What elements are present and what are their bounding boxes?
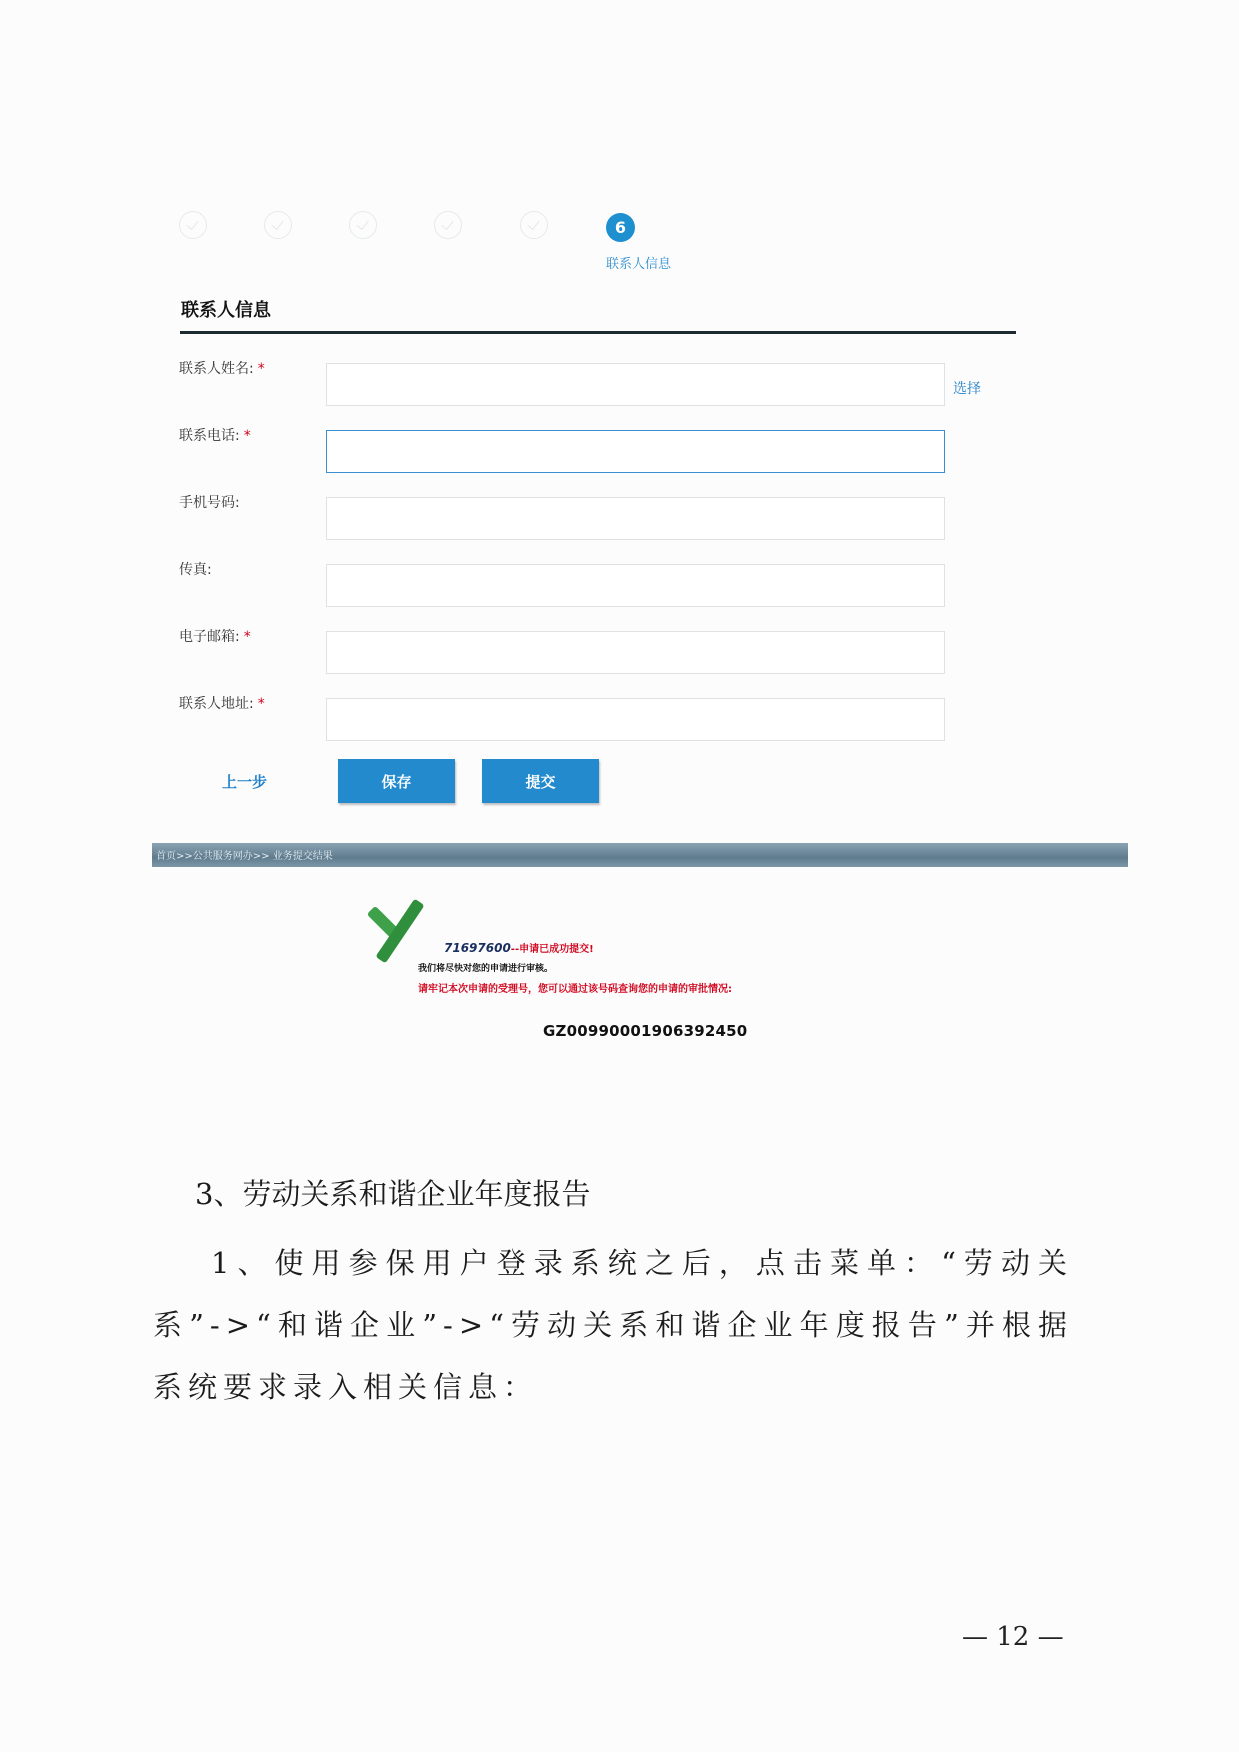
- prev-step-link[interactable]: 上一步: [222, 773, 268, 791]
- breadcrumb-bar: [152, 843, 1128, 867]
- contact-name-input[interactable]: [326, 363, 945, 406]
- step-6-active-indicator: 6: [606, 213, 635, 242]
- step-4-done-icon: [434, 211, 462, 239]
- step-3-done-icon: [349, 211, 377, 239]
- contact-name-label: [179, 358, 265, 378]
- required-marker: *: [243, 629, 251, 645]
- address-label-text: 联系人地址:: [179, 696, 254, 712]
- address-input[interactable]: [326, 698, 945, 741]
- submit-button[interactable]: 提交: [482, 759, 599, 803]
- fax-label: [179, 559, 212, 579]
- select-contact-link[interactable]: 选择: [953, 381, 981, 397]
- email-label: [179, 626, 251, 646]
- required-marker: *: [243, 428, 251, 444]
- mobile-input[interactable]: [326, 497, 945, 540]
- save-button[interactable]: 保存: [338, 759, 455, 803]
- review-message: 我们将尽快对您的申请进行审核。: [418, 964, 554, 974]
- fax-input[interactable]: [326, 564, 945, 607]
- contact-phone-label-text: 联系电话:: [179, 428, 240, 444]
- instruction-paragraph: 1、使用参保用户登录系统之后，点击菜单：“劳动关系”->“和谐企业”->“劳动关系和谐企业年度报告”并根据系统要求录入相关信息：: [153, 1246, 1073, 1404]
- section-title: 联系人信息: [181, 300, 271, 321]
- section-divider: [180, 331, 1016, 334]
- contact-phone-label: [179, 425, 251, 445]
- contact-phone-input[interactable]: [326, 430, 945, 473]
- step-1-done-icon: [179, 211, 207, 239]
- contact-name-label-text: 联系人姓名:: [179, 361, 254, 377]
- required-marker: *: [257, 361, 265, 377]
- step-5-done-icon: [520, 211, 548, 239]
- fax-label-text: 传真:: [179, 562, 212, 578]
- mobile-label-text: 手机号码:: [179, 495, 240, 511]
- remember-message: 请牢记本次申请的受理号，您可以通过该号码查询您的申请的审批情况:: [418, 984, 732, 995]
- required-marker: *: [257, 696, 265, 712]
- application-number: 71697600: [444, 941, 511, 955]
- step-6-label: 联系人信息: [606, 257, 672, 272]
- email-label-text: 电子邮箱:: [179, 629, 240, 645]
- address-label: [179, 693, 265, 713]
- success-message: --申请已成功提交!: [510, 944, 594, 955]
- step-2-done-icon: [264, 211, 292, 239]
- breadcrumb: 首页>>公共服务网办>> 业务提交结果: [156, 851, 333, 862]
- result-success-line: [444, 940, 594, 955]
- page-number: — 12 —: [962, 1622, 1064, 1652]
- receipt-number: GZ00990001906392450: [543, 1022, 748, 1040]
- section-heading: 3、劳动关系和谐企业年度报告: [195, 1177, 591, 1211]
- email-input[interactable]: [326, 631, 945, 674]
- mobile-label: [179, 492, 240, 512]
